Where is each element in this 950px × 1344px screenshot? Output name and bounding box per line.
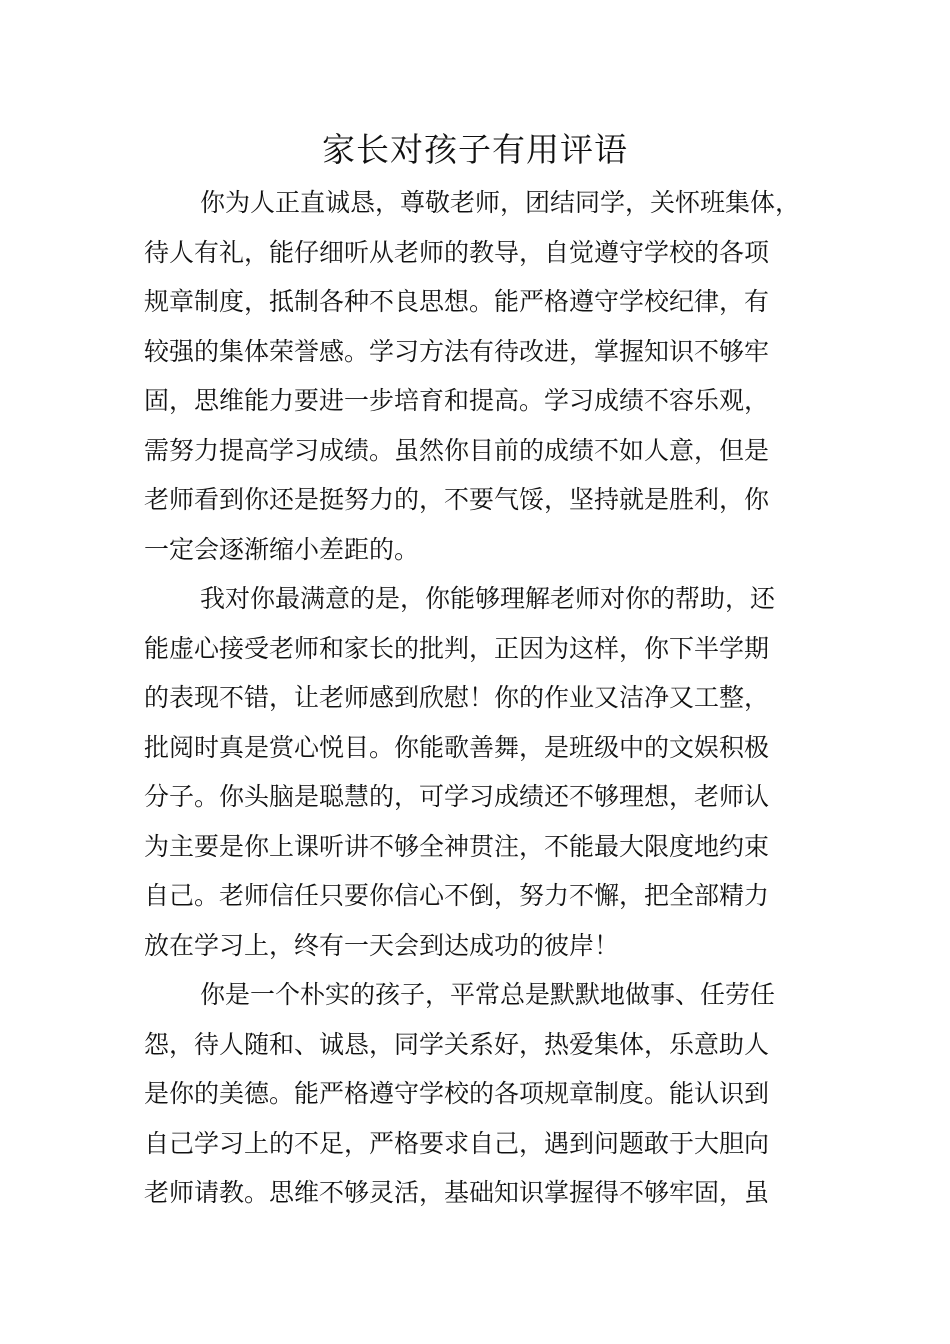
paragraph-line: 批阅时真是赏心悦目。你能歌善舞，是班级中的文娱积极 bbox=[144, 732, 770, 762]
paragraph-line: 规章制度，抵制各种不良思想。能严格遵守学校纪律，有 bbox=[144, 287, 770, 316]
paragraph-line: 能虚心接受老师和家长的批判，正因为这样，你下半学期 bbox=[144, 633, 770, 663]
document-body bbox=[144, 178, 824, 1218]
paragraph-line: 分子。你头脑是聪慧的，可学习成绩还不够理想，老师认 bbox=[144, 782, 770, 811]
paragraph-line: 需努力提高学习成绩。虽然你目前的成绩不如人意，但是 bbox=[144, 435, 770, 465]
paragraph-line: 为主要是你上课听讲不够全神贯注，不能最大限度地约束 bbox=[144, 831, 770, 861]
paragraph-line: 的表现不错，让老师感到欣慰！你的作业又洁净又工整， bbox=[144, 683, 770, 712]
document-title: 家长对孩子有用评语 bbox=[322, 130, 628, 169]
paragraph-line: 自己学习上的不足，严格要求自己，遇到问题敢于大胆向 bbox=[144, 1128, 770, 1158]
paragraph-line: 放在学习上，终有一天会到达成功的彼岸！ bbox=[144, 930, 620, 960]
paragraph-line: 较强的集体荣誉感。学习方法有待改进，掌握知识不够牢 bbox=[144, 336, 770, 366]
paragraph-line: 一定会逐渐缩小差距的。 bbox=[144, 534, 420, 564]
paragraph-line: 待人有礼，能仔细听从老师的教导，自觉遵守学校的各项 bbox=[144, 237, 770, 267]
paragraph-line: 你为人正直诚恳，尊敬老师，团结同学，关怀班集体， bbox=[200, 188, 801, 217]
paragraph-line: 你是一个朴实的孩子，平常总是默默地做事、任劳任 bbox=[200, 980, 776, 1009]
paragraph-line: 自己。老师信任只要你信心不倒，努力不懈，把全部精力 bbox=[144, 881, 770, 910]
paragraph-line: 老师请教。思维不够灵活，基础知识掌握得不够牢固，虽 bbox=[144, 1178, 770, 1207]
paragraph-line: 老师看到你还是挺努力的，不要气馁，坚持就是胜利，你 bbox=[144, 485, 770, 514]
paragraph-line: 固，思维能力要进一步培育和提高。学习成绩不容乐观， bbox=[144, 386, 770, 415]
paragraph-line: 我对你最满意的是，你能够理解老师对你的帮助，还 bbox=[200, 584, 776, 613]
paragraph-line: 是你的美德。能严格遵守学校的各项规章制度。能认识到 bbox=[144, 1079, 770, 1108]
paragraph-line: 怨，待人随和、诚恳，同学关系好，热爱集体，乐意助人 bbox=[144, 1029, 770, 1059]
